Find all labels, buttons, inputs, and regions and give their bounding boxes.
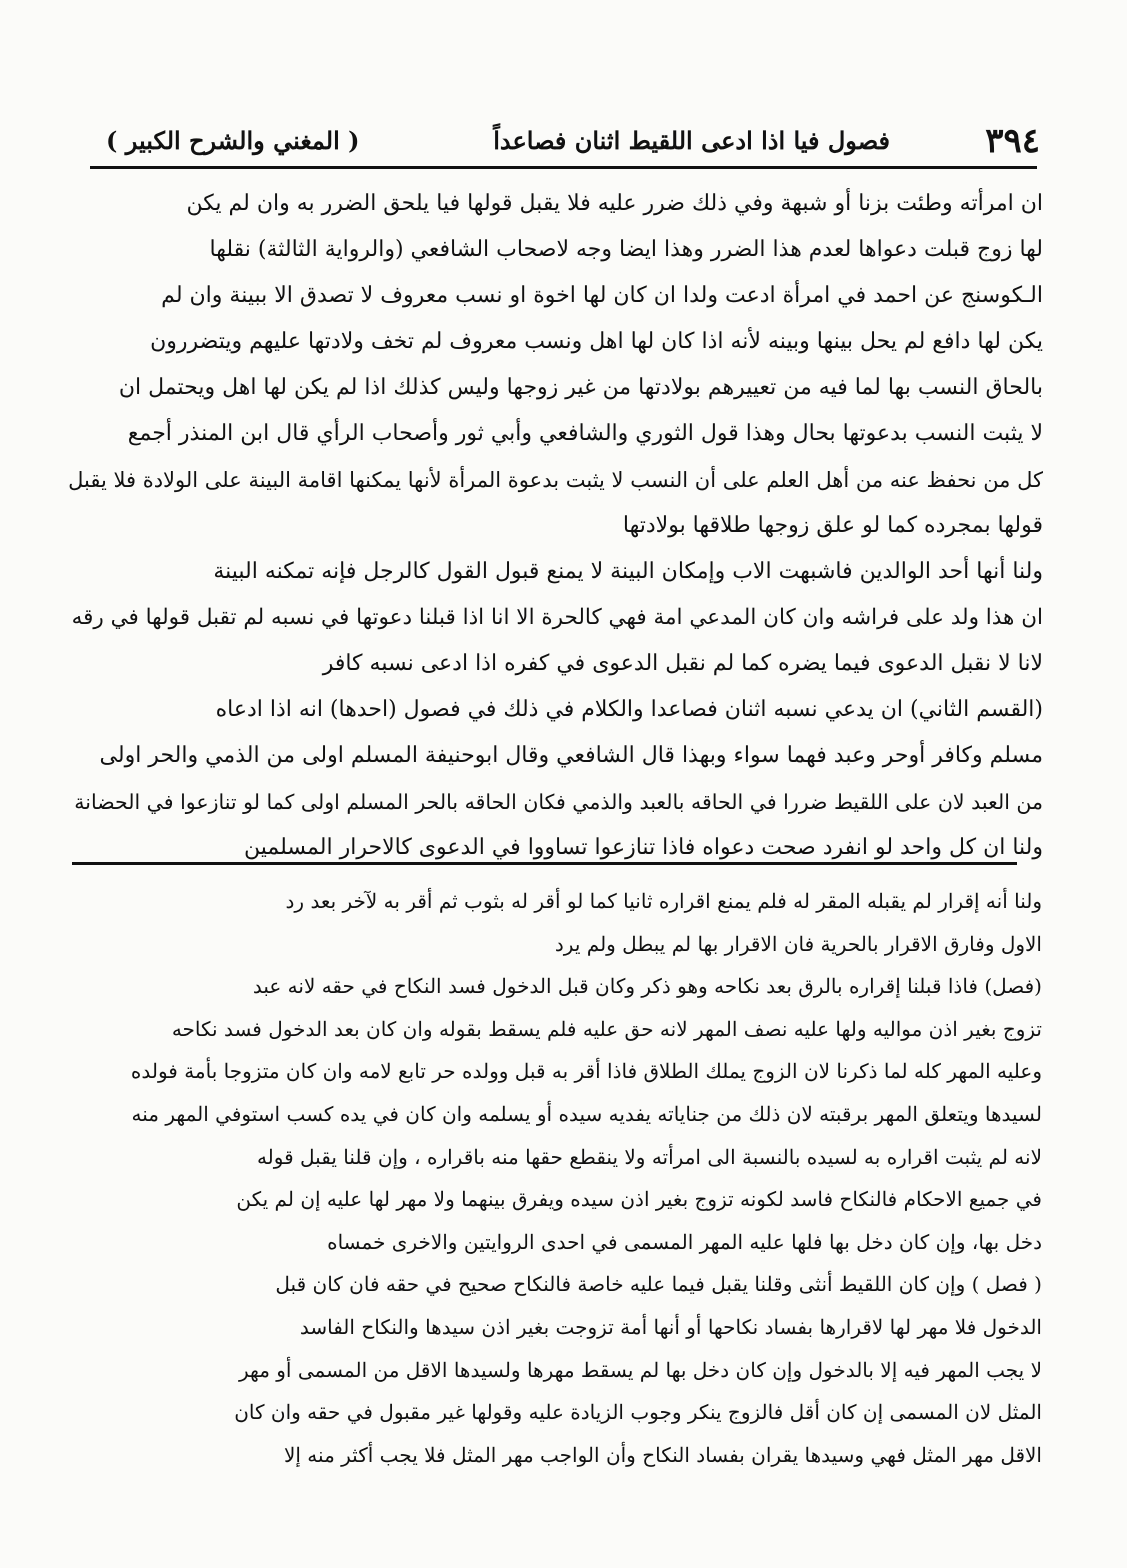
text-line: الـكوسنج عن احمد في امرأة ادعت ولدا ان كان لها اخوة او نسب معروف لا تصدق الا ببينة وان لم	[161, 283, 1043, 308]
text-line: (فصل) فاذا قبلنا إقراره بالرق بعد نكاحه وهو ذكر وكان قبل الدخول فسد النكاح في حقه لانه عبد	[252, 974, 1042, 999]
text-line: يكن لها دافع لم يحل بينها وبينه لأنه اذا كان لها اهل ونسب معروف لم تخف ولادتها عليهم ويتضررون	[150, 329, 1043, 354]
section-divider	[72, 862, 1017, 865]
text-line: الاقل مهر المثل فهي وسيدها يقران بفساد النكاح وأن الواجب مهر المثل فلا يجب أكثر منه إلا	[283, 1442, 1042, 1467]
text-line: تزوج بغير اذن مواليه ولها عليه نصف المهر لانه حق عليه فلم يسقط بقوله وان كان بعد الدخول فسد نكاحه	[171, 1016, 1042, 1041]
page-header	[88, 118, 1040, 164]
text-line: من العبد لان على اللقيط ضررا في الحاقه بالعبد والذمي فكان الحاقه بالحر المسلم اولى كما لو تنازعوا في الحضانة	[74, 790, 1043, 814]
text-line: لانه لم يثبت اقراره به لسيده بالنسبة الى امرأته ولا ينقطع حقها منه باقراره ، وإن قلنا يقبل قوله	[256, 1144, 1042, 1169]
text-line: (القسم الثاني) ان يدعي نسبه اثنان فصاعدا والكلام في ذلك في فصول (احدها) انه اذا ادعاه	[215, 697, 1043, 722]
header-rule	[90, 166, 1037, 169]
main-text	[68, 181, 1043, 871]
text-line: المثل لان المسمى إن كان أقل فالزوج ينكر وجوب الزيادة عليه وقولها غير مقبول في حقه وان كان	[234, 1400, 1042, 1425]
text-line: كل من نحفظ عنه من أهل العلم على أن النسب لا يثبت بدعوة المرأة لأنها يمكنها اقامة البينة على الولادة فلا يقبل	[68, 468, 1043, 492]
text-line: ان امرأته وطئت بزنا أو شبهة وفي ذلك ضرر عليه فلا يقبل قولها فيا يلحق الضرر به وان لم يكن	[186, 191, 1043, 216]
text-line: ولنا أنه إقرار لم يقبله المقر له فلم يمنع اقراره ثانيا كما لو أقر له بثوب ثم أقر به لآخر بعد رد	[285, 889, 1042, 913]
text-line: لانا لا نقبل الدعوى فيما يضره كما لم نقبل الدعوى في كفره اذا ادعى نسبه كافر	[322, 651, 1043, 676]
text-line: بالحاق النسب بها لما فيه من تعييرهم بولادتها من غير زوجها وليس كذلك اذا لم يكن لها اهل ويحتمل ان	[118, 375, 1043, 400]
running-title: فصول فيا اذا ادعى اللقيط اثنان فصاعداً	[493, 126, 890, 155]
text-line: ان هذا ولد على فراشه وان كان المدعي امة فهي كالحرة الا انا اذا قبلنا دعوتها في نسبه لم تقبل قولها في رقه	[71, 605, 1043, 630]
text-line: الاول وفارق الاقرار بالحرية فان الاقرار بها لم يبطل ولم يرد	[554, 931, 1042, 956]
text-line: لا يثبت النسب بدعوتها بحال وهذا قول الثوري والشافعي وأبي ثور وأصحاب الرأي قال ابن المنذر أجمع	[127, 421, 1043, 446]
text-line: ولنا ان كل واحد لو انفرد صحت دعواه فاذا تنازعوا تساووا في الدعوى كالاحرار المسلمين	[244, 835, 1043, 860]
commentary-text	[70, 880, 1042, 1476]
book-title: ( المغني والشرح الكبير )	[106, 126, 360, 155]
text-line: لا يجب المهر فيه إلا بالدخول وإن كان دخل بها لم يسقط مهرها ولسيدها الاقل من المسمى أو مهر	[238, 1357, 1042, 1382]
text-line: ولنا أنها أحد الوالدين فاشبهت الاب وإمكان البينة لا يمنع قبول القول كالرجل فإنه تمكنه البينة	[213, 559, 1043, 584]
text-line: مسلم وكافر أوحر وعبد فهما سواء وبهذا قال الشافعي وقال ابوحنيفة المسلم اولى من الذمي والحر اولى	[99, 743, 1043, 768]
text-line: دخل بها، وإن كان دخل بها فلها عليه المهر المسمى في احدى الروايتين والاخرى خمساه	[327, 1229, 1042, 1254]
text-line: قولها بمجرده كما لو علق زوجها طلاقها بولادتها	[622, 513, 1043, 538]
text-line: لسيدها ويتعلق المهر برقبته لان ذلك من جناياته يفديه سيده أو يسلمه وان كان في يده كسب استوفي المهر منه	[131, 1101, 1042, 1126]
text-line: في جميع الاحكام فالنكاح فاسد لكونه تزوج بغير اذن سيده ويفرق بينهما ولا مهر لها عليه إن لم يكن	[236, 1187, 1042, 1212]
text-line: الدخول فلا مهر لها لاقرارها بفساد نكاحها أو أنها أمة تزوجت بغير اذن سيدها والنكاح الفاسد	[299, 1314, 1042, 1339]
page-number: ٣٩٤	[985, 121, 1040, 161]
text-line: لها زوج قبلت دعواها لعدم هذا الضرر وهذا ايضا وجه لاصحاب الشافعي (والرواية الثالثة) نقلها	[209, 237, 1043, 262]
text-line: ( فصل ) وإن كان اللقيط أنثى وقلنا يقبل فيما عليه خاصة فالنكاح صحيح في حقه فان كان قبل	[275, 1272, 1042, 1297]
text-line: وعليه المهر كله لما ذكرنا لان الزوج يملك الطلاق فاذا أقر به قبل وولده حر تابع لامه وان كان متزوجا بأمة فولده	[130, 1059, 1042, 1084]
